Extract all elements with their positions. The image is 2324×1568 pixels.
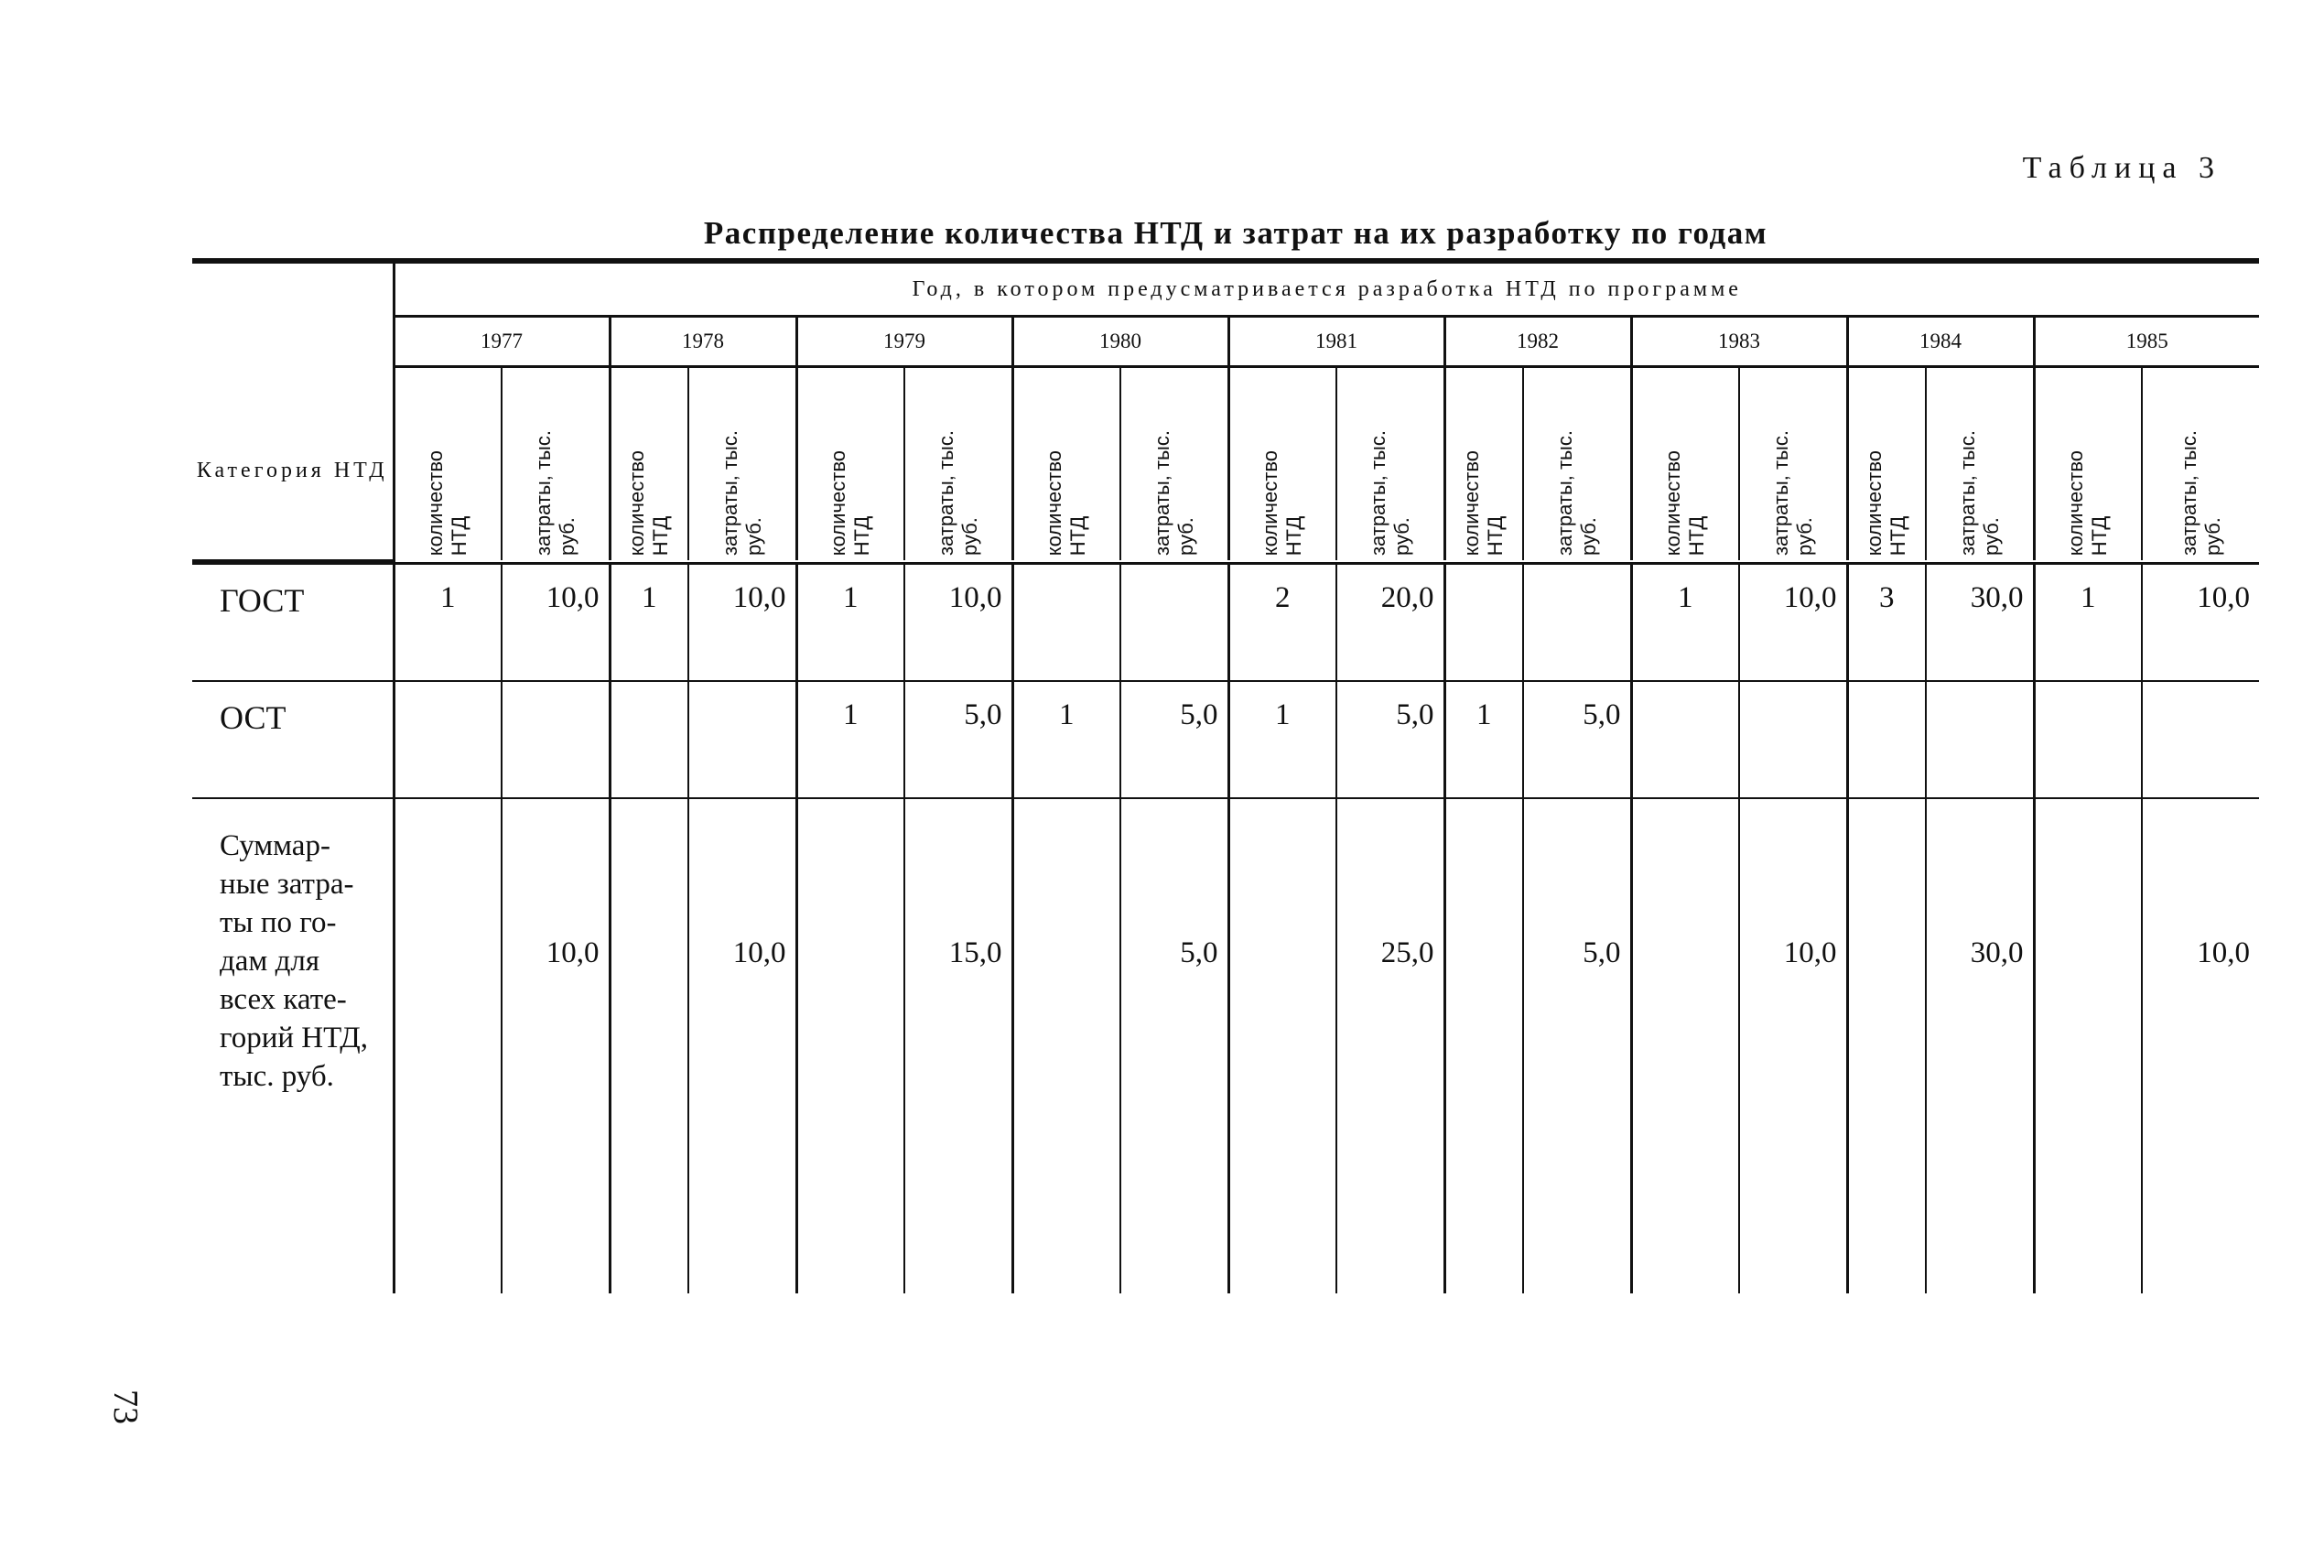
table-number: Таблица 3: [2022, 151, 2221, 185]
cost-subheader: затраты, тыс. руб.: [2142, 367, 2259, 561]
count-subheader: количество НТД: [1444, 367, 1523, 561]
count-subheader: количество НТД: [1012, 367, 1120, 561]
table-cell: 5,0: [1120, 681, 1228, 798]
table-cell: [394, 681, 502, 798]
page-number: 73: [106, 1390, 145, 1424]
cost-subheader: затраты, тыс. руб.: [904, 367, 1012, 561]
table-cell: [502, 681, 610, 798]
year-header: 1979: [796, 317, 1012, 367]
table-cell: 1: [2034, 563, 2142, 681]
table-cell: 5,0: [1336, 681, 1444, 798]
year-header: 1985: [2034, 317, 2259, 367]
table-cell: 10,0: [1739, 563, 1847, 681]
table-cell: 5,0: [1523, 681, 1631, 798]
table-cell: 30,0: [1926, 798, 2034, 1293]
table-cell: [796, 798, 904, 1293]
table-cell: [1012, 798, 1120, 1293]
cost-subheader: затраты, тыс. руб.: [1336, 367, 1444, 561]
table-cell: [1523, 563, 1631, 681]
year-header: 1984: [1847, 317, 2034, 367]
row-category: ГОСТ: [192, 563, 394, 681]
table-cell: [2142, 681, 2259, 798]
cost-subheader: затраты, тыс. руб.: [502, 367, 610, 561]
table-cell: [610, 681, 688, 798]
table-cell: 1: [1012, 681, 1120, 798]
count-subheader: количество НТД: [1228, 367, 1336, 561]
table-cell: 1: [1228, 681, 1336, 798]
count-subheader: количество НТД: [610, 367, 688, 561]
count-subheader: количество НТД: [2034, 367, 2142, 561]
table-cell: 10,0: [502, 563, 610, 681]
table-cell: [1631, 681, 1739, 798]
cost-subheader: затраты, тыс. руб.: [1120, 367, 1228, 561]
count-subheader: количество НТД: [1847, 367, 1926, 561]
count-subheader: количество НТД: [1631, 367, 1739, 561]
year-group-header: Год, в котором предусматривается разработка НТД по программе: [394, 264, 2259, 317]
cost-subheader: затраты, тыс. руб.: [1739, 367, 1847, 561]
row-category: ОСТ: [192, 681, 394, 798]
table-cell: 10,0: [688, 563, 796, 681]
cost-subheader: затраты, тыс. руб.: [1926, 367, 2034, 561]
year-header: 1981: [1228, 317, 1444, 367]
table-cell: [1444, 563, 1523, 681]
cost-subheader: затраты, тыс. руб.: [688, 367, 796, 561]
table-cell: 1: [394, 563, 502, 681]
table-cell: 20,0: [1336, 563, 1444, 681]
table-cell: 2: [1228, 563, 1336, 681]
table-cell: 10,0: [1739, 798, 1847, 1293]
table-cell: [610, 798, 688, 1293]
table-row: [192, 798, 2259, 1293]
table-cell: 5,0: [1523, 798, 1631, 1293]
table-cell: 5,0: [904, 681, 1012, 798]
cost-subheader: затраты, тыс. руб.: [1523, 367, 1631, 561]
year-header: 1978: [610, 317, 796, 367]
table-cell: 1: [1444, 681, 1523, 798]
table-cell: 1: [610, 563, 688, 681]
table-cell: 10,0: [688, 798, 796, 1293]
table-row: [192, 563, 2259, 681]
count-subheader: количество НТД: [394, 367, 502, 561]
table-cell: [1847, 681, 1926, 798]
table-title: Распределение количества НТД и затрат на их разработку по годам: [703, 215, 1768, 251]
table-cell: [1631, 798, 1739, 1293]
table-cell: 15,0: [904, 798, 1012, 1293]
table-cell: [2034, 681, 2142, 798]
table-cell: 5,0: [1120, 798, 1228, 1293]
table-cell: [1739, 681, 1847, 798]
table-cell: 10,0: [2142, 798, 2259, 1293]
table-cell: 25,0: [1336, 798, 1444, 1293]
table-cell: [688, 681, 796, 798]
table-cell: [2034, 798, 2142, 1293]
years-row: [192, 317, 2259, 367]
table-cell: 10,0: [502, 798, 610, 1293]
table-cell: 3: [1847, 563, 1926, 681]
count-subheader: количество НТД: [796, 367, 904, 561]
category-header: Категория НТД: [192, 264, 394, 560]
year-header: 1980: [1012, 317, 1228, 367]
table-cell: 1: [796, 681, 904, 798]
year-header: 1977: [394, 317, 610, 367]
data-table: [192, 258, 2259, 1293]
table-cell: [1228, 798, 1336, 1293]
table-cell: 1: [1631, 563, 1739, 681]
table-cell: [1120, 563, 1228, 681]
table-cell: 10,0: [904, 563, 1012, 681]
table-cell: 10,0: [2142, 563, 2259, 681]
table-cell: [1444, 798, 1523, 1293]
row-category: Суммар- ные затра- ты по го- дам для всех кате- горий НТД, тыс. руб.: [220, 828, 368, 1093]
year-header: 1983: [1631, 317, 1847, 367]
table-cell: 1: [796, 563, 904, 681]
table-cell: 30,0: [1926, 563, 2034, 681]
table-row: [192, 681, 2259, 798]
subheader-row: [192, 367, 2259, 561]
year-header: 1982: [1444, 317, 1631, 367]
table-cell: [394, 798, 502, 1293]
table-cell: [1926, 681, 2034, 798]
table-cell: [1847, 798, 1926, 1293]
table-cell: [1012, 563, 1120, 681]
